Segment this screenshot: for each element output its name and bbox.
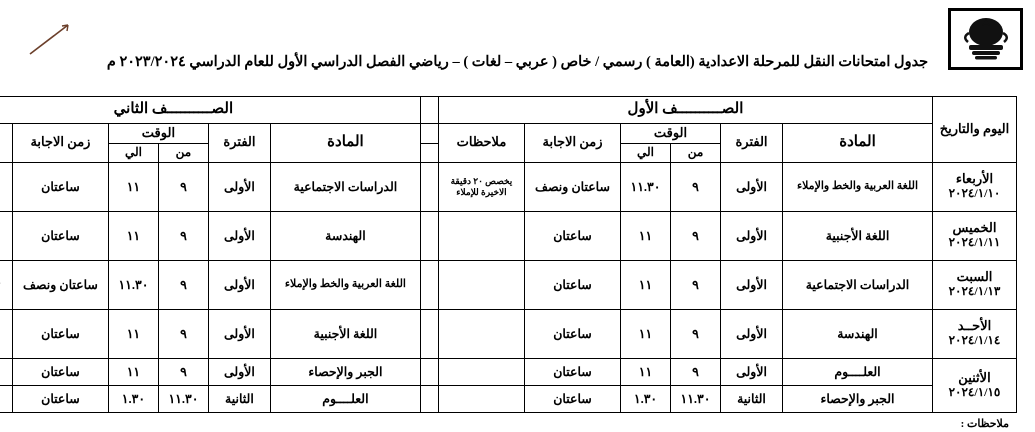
header-time-to-first: الي <box>621 143 671 162</box>
cell-notes-first <box>438 260 524 309</box>
day-date: ٢٠٢٤/١/١٥ <box>948 384 1001 399</box>
column-separator <box>420 309 438 358</box>
cell-from-second: ٩ <box>158 162 208 211</box>
header-time-from-first: من <box>671 143 721 162</box>
column-separator <box>420 260 438 309</box>
cell-period-first: الأولى <box>721 211 783 260</box>
cell-notes-first <box>438 385 524 412</box>
cell-subject-second: الدراسات الاجتماعية <box>270 162 420 211</box>
cell-from-second: ٩ <box>158 309 208 358</box>
cell-to-second: ١١ <box>108 211 158 260</box>
cell-notes-first <box>438 309 524 358</box>
cell-answer-time-second: ساعتان <box>12 211 108 260</box>
column-separator <box>420 162 438 211</box>
day-name: الأحــد <box>957 318 992 334</box>
cell-period-first: الأولى <box>721 260 783 309</box>
cell-to-first: ١١ <box>621 260 671 309</box>
cell-notes-second <box>0 162 12 211</box>
header-subject-first: المادة <box>783 124 933 163</box>
cell-to-first: ١١ <box>621 309 671 358</box>
cell-to-first: ١١ <box>621 211 671 260</box>
exam-schedule-table <box>0 96 1017 413</box>
cell-from-first: ٩ <box>671 211 721 260</box>
cell-answer-time-second: ساعتان <box>12 358 108 385</box>
day-date: ٢٠٢٤/١/١٤ <box>948 333 1001 348</box>
cell-period-first: الأولى <box>721 309 783 358</box>
column-separator <box>420 124 438 144</box>
pen-scribble-mark <box>28 22 74 56</box>
cell-answer-time-first: ساعتان <box>525 358 621 385</box>
column-separator <box>420 385 438 412</box>
cell-subject-second: اللغة العربية والخط والإملاء <box>270 260 420 309</box>
cell-answer-time-second: ساعتان <box>12 385 108 412</box>
cell-notes-first <box>438 211 524 260</box>
cell-notes-second <box>0 309 12 358</box>
column-separator <box>420 97 438 124</box>
column-separator <box>420 211 438 260</box>
day-name: الخميس <box>952 220 997 236</box>
cell-subject-second: الجبر والإحصاء <box>270 358 420 385</box>
header-answer-time-second: زمن الاجابة <box>12 124 108 163</box>
header-grade-first: الصــــــــــف الأول <box>438 97 932 124</box>
cell-period-second: الأولى <box>208 260 270 309</box>
cell-period-first: الثانية <box>721 385 783 412</box>
cell-period-second: الأولى <box>208 358 270 385</box>
cell-day-date <box>933 309 1017 358</box>
header-period-second: الفترة <box>208 124 270 163</box>
cell-notes-second <box>0 385 12 412</box>
header-grade-second: الصــــــــــف الثاني <box>0 97 420 124</box>
header-answer-time-first: زمن الاجابة <box>525 124 621 163</box>
cell-to-second: ١.٣٠ <box>108 385 158 412</box>
header-notes-first: ملاحظات <box>438 124 524 163</box>
cell-answer-time-second: ساعتان ونصف <box>12 260 108 309</box>
cell-subject-first: الدراسات الاجتماعية <box>783 260 933 309</box>
cell-from-first: ٩ <box>671 309 721 358</box>
cell-day-date <box>933 162 1017 211</box>
cell-answer-time-first: ساعتان <box>525 260 621 309</box>
day-date: ٢٠٢٤/١/١١ <box>948 235 1001 250</box>
day-date: ٢٠٢٤/١/١٠ <box>948 186 1001 201</box>
exam-schedule-table-wrapper <box>18 96 1017 413</box>
day-date: ٢٠٢٤/١/١٣ <box>948 284 1001 299</box>
cell-subject-first: اللغة الأجنبية <box>783 211 933 260</box>
cell-notes-first: يخصص ٢٠ دقيقة الاخيرة للإملاء <box>438 162 524 211</box>
day-name: الأثنين <box>958 369 991 385</box>
table-row <box>0 162 1017 211</box>
header-day-date: اليوم والتاريخ <box>933 97 1017 163</box>
cell-to-second: ١١ <box>108 309 158 358</box>
table-row <box>0 260 1017 309</box>
cell-from-second: ١١.٣٠ <box>158 385 208 412</box>
cell-subject-second: الهندسة <box>270 211 420 260</box>
cell-period-first: الأولى <box>721 358 783 385</box>
cell-notes-first <box>438 358 524 385</box>
header-subject-second: المادة <box>270 124 420 163</box>
cell-period-second: الأولى <box>208 309 270 358</box>
table-row <box>0 358 1017 385</box>
cell-answer-time-second: ساعتان <box>12 162 108 211</box>
cell-subject-second: العلــــوم <box>270 385 420 412</box>
header-row-grades <box>0 97 1017 124</box>
header-time-second: الوقت <box>108 124 208 144</box>
cell-notes-second <box>0 211 12 260</box>
cell-to-first: ١١ <box>621 358 671 385</box>
cell-subject-first: الهندسة <box>783 309 933 358</box>
cell-answer-time-first: ساعتان <box>525 385 621 412</box>
table-row <box>0 385 1017 412</box>
cell-answer-time-second: ساعتان <box>12 309 108 358</box>
cell-to-first: ١١.٣٠ <box>621 162 671 211</box>
header-notes-second <box>0 124 12 163</box>
cell-from-second: ٩ <box>158 358 208 385</box>
page-title: جدول امتحانات النقل للمرحلة الاعدادية (العامة ) رسمي / خاص ( عربي – لغات ) – رياضي الفصل الدراسي الأول للعام الدراسي ٢٠٢٣/٢٠٢٤ م <box>106 54 929 70</box>
cell-subject-first: اللغة العربية والخط والإملاء <box>783 162 933 211</box>
cell-subject-second: اللغة الأجنبية <box>270 309 420 358</box>
column-separator <box>420 358 438 385</box>
cell-period-second: الأولى <box>208 162 270 211</box>
cell-to-second: ١١ <box>108 162 158 211</box>
cell-notes-second <box>0 260 12 309</box>
header-period-first: الفترة <box>721 124 783 163</box>
cell-answer-time-first: ساعتان <box>525 211 621 260</box>
cell-to-second: ١١ <box>108 358 158 385</box>
cell-day-date <box>933 211 1017 260</box>
cell-from-second: ٩ <box>158 211 208 260</box>
cell-to-second: ١١.٣٠ <box>108 260 158 309</box>
header-time-to-second: الي <box>108 143 158 162</box>
cell-answer-time-first: ساعتان ونصف <box>525 162 621 211</box>
table-row <box>0 211 1017 260</box>
cell-from-second: ٩ <box>158 260 208 309</box>
column-separator <box>420 143 438 162</box>
cell-notes-second <box>0 358 12 385</box>
day-name: السبت <box>956 269 993 285</box>
table-row <box>0 309 1017 358</box>
schedule-body <box>0 162 1017 412</box>
bottom-note: ملاحظات : <box>960 418 1009 430</box>
cell-from-first: ٩ <box>671 260 721 309</box>
cell-period-first: الأولى <box>721 162 783 211</box>
cell-period-second: الثانية <box>208 385 270 412</box>
cell-answer-time-first: ساعتان <box>525 309 621 358</box>
cell-period-second: الأولى <box>208 211 270 260</box>
header-time-first: الوقت <box>621 124 721 144</box>
day-name: الأربعاء <box>955 171 994 187</box>
cell-from-first: ٩ <box>671 162 721 211</box>
header-time-from-second: من <box>158 143 208 162</box>
cell-subject-first: العلــــوم <box>783 358 933 385</box>
cell-from-first: ١١.٣٠ <box>671 385 721 412</box>
cell-to-first: ١.٣٠ <box>621 385 671 412</box>
cell-subject-first: الجبر والإحصاء <box>783 385 933 412</box>
cell-day-date <box>933 260 1017 309</box>
cell-from-first: ٩ <box>671 358 721 385</box>
header-row-fields <box>0 124 1017 144</box>
cell-day-date <box>933 358 1017 412</box>
